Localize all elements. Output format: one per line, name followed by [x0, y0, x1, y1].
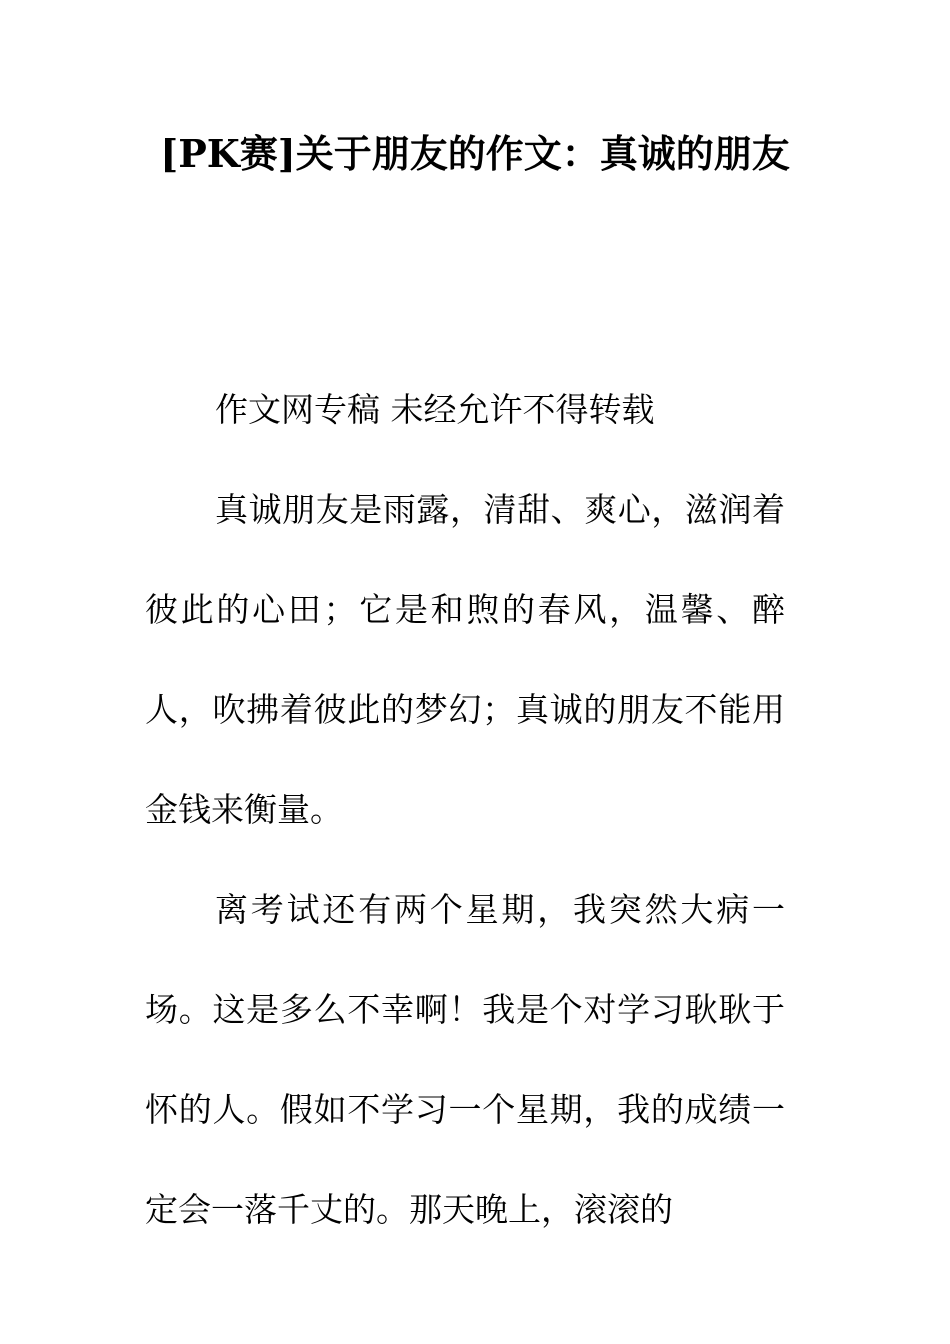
paragraph-exam-illness: 离考试还有两个星期，我突然大病一场。这是多么不幸啊！我是个对学习耿耿于怀的人。假如不学习一个星期，我的成绩一定会一落千丈的。那天晚上，滚滚的: [145, 890, 785, 1229]
paragraph-copyright-notice: 作文网专稿 未经允许不得转载: [215, 390, 655, 429]
document-title: [PK赛]关于朋友的作文：真诚的朋友: [160, 131, 790, 176]
paragraph-intro: 真诚朋友是雨露，清甜、爽心，滋润着彼此的心田；它是和煦的春风，温馨、醉人，吹拂着彼此的梦幻；真诚的朋友不能用金钱来衡量。: [145, 490, 785, 829]
document-body: [145, 360, 785, 1260]
